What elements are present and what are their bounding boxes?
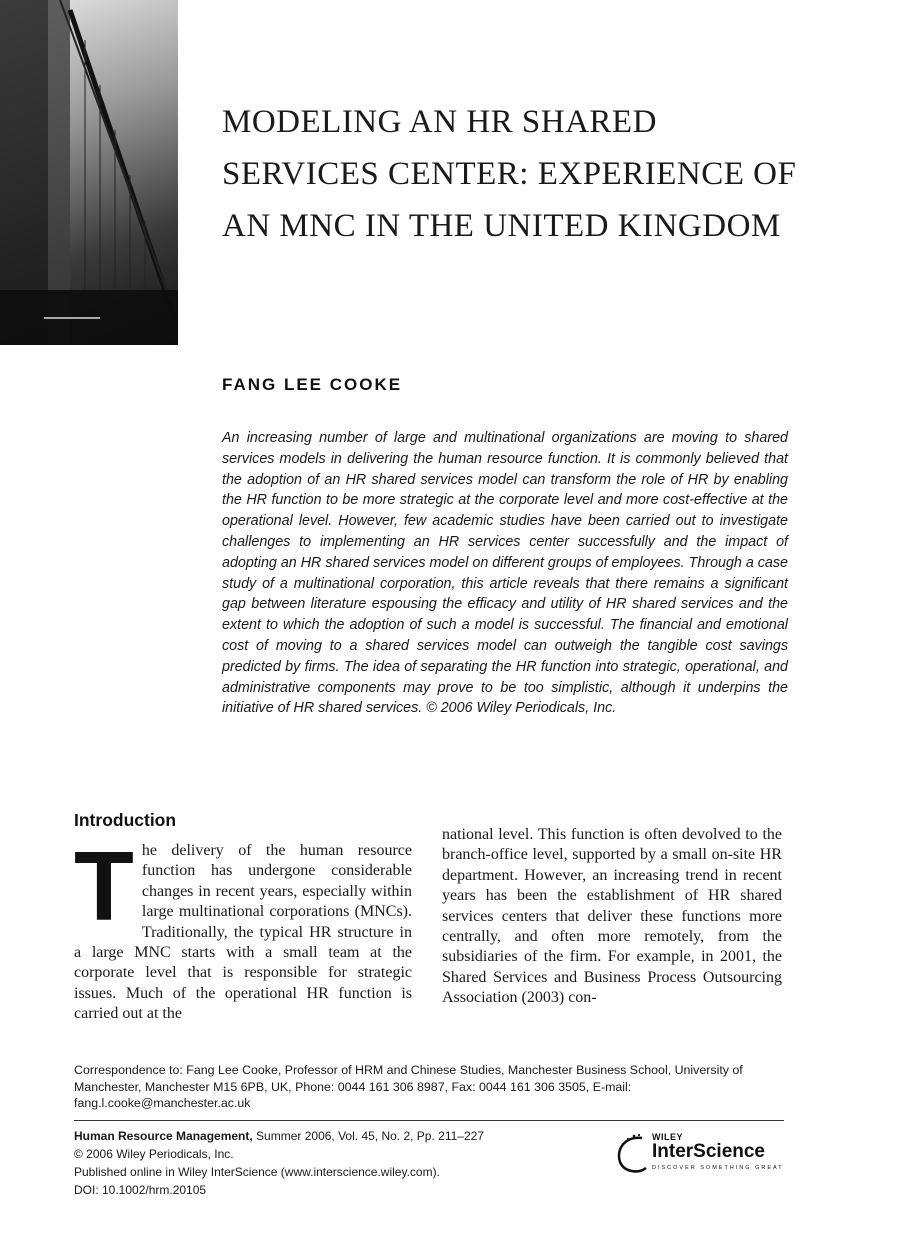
interscience-logo xyxy=(612,1130,788,1180)
title-line: SERVICES CENTER: EXPERIENCE OF xyxy=(222,156,797,192)
bridge-illustration xyxy=(0,0,178,345)
title-line: MODELING AN HR SHARED xyxy=(222,104,657,140)
footer-divider xyxy=(74,1120,784,1121)
interscience-wordmark: InterScience xyxy=(652,1141,765,1162)
journal-info xyxy=(74,1127,594,1199)
journal-issue: Summer 2006, Vol. 45, No. 2, Pp. 211–227 xyxy=(252,1129,484,1143)
abstract: An increasing number of large and multinational organizations are moving to shared services models in delivering the human resource function. It is commonly believed that the adoption of an HR shared services model can transform the role of HR by enabling the HR function to be more strategic at the corporate level and more cost-effective at the operational level. However, few academic studies have been carried out to investigate challenges to implementing an HR services center successfully and the impact of adopting an HR shared services model on different groups of employees. Through a case study of a multinational corporation, this article reveals that there remains a significant gap between literature espousing the efficacy and utility of HR shared services and the extent to which the adoption of such a model is successful. The financial and emotional cost of moving to a shared services model can outweigh the tangible cost savings predicted by firms. The idea of separating the HR function into strategic, operational, and administrative components may prove to be too simplistic, although it underpins the initiative of HR shared services. © 2006 Wiley Periodicals, Inc. xyxy=(222,430,788,717)
article-title xyxy=(222,96,842,252)
intro-text-right: national level. This function is often devolved to the branch-office level, supported by a small on-site HR department. However, an increasing trend in recent years has been the establishment of HR shared services centers that deliver these functions more centrally, and often more remotely, from the subsidiaries of the firm. For example, in 2001, the Shared Services and Business Process Outsourcing Association (2003) con- xyxy=(442,826,782,1007)
journal-citation xyxy=(74,1127,594,1145)
journal-name: Human Resource Management, xyxy=(74,1129,253,1143)
journal-doi: DOI: 10.1002/hrm.20105 xyxy=(74,1183,207,1197)
drop-cap: T xyxy=(74,831,134,941)
correspondence-note: Correspondence to: Fang Lee Cooke, Professor of HRM and Chinese Studies, Manchester Business School, University of Manchester, Manchester M15 6PB, UK, Phone: 0044 161 306 8987, Fax: 0044 161 306 3505, E-mail: fang.l.cooke@manchester.ac.uk xyxy=(74,1063,743,1110)
logo-tagline: DISCOVER SOMETHING GREAT xyxy=(652,1165,784,1171)
journal-published: Published online in Wiley InterScience (www.interscience.wiley.com). xyxy=(74,1165,440,1179)
intro-text-left: he delivery of the human resource function has undergone considerable changes in recent years, especially within large multinational corporations (MNCs). Traditionally, the typical HR structure in a large MNC starts with a small team at the corporate level that is responsible for strategic issues. Much of the operational HR function is carried out at the xyxy=(74,842,412,1023)
journal-copyright: © 2006 Wiley Periodicals, Inc. xyxy=(74,1147,234,1161)
author-name: FANG LEE COOKE xyxy=(222,375,403,394)
body-column-left xyxy=(74,810,412,1025)
title-line: AN MNC IN THE UNITED KINGDOM xyxy=(222,208,781,244)
body-column-right xyxy=(442,825,782,1009)
intro-paragraph xyxy=(74,831,412,1025)
section-heading: Introduction xyxy=(74,810,177,830)
bridge-photo xyxy=(0,0,178,345)
wiley-wordmark: WILEY xyxy=(652,1132,683,1142)
interscience-swirl-icon xyxy=(612,1132,652,1176)
